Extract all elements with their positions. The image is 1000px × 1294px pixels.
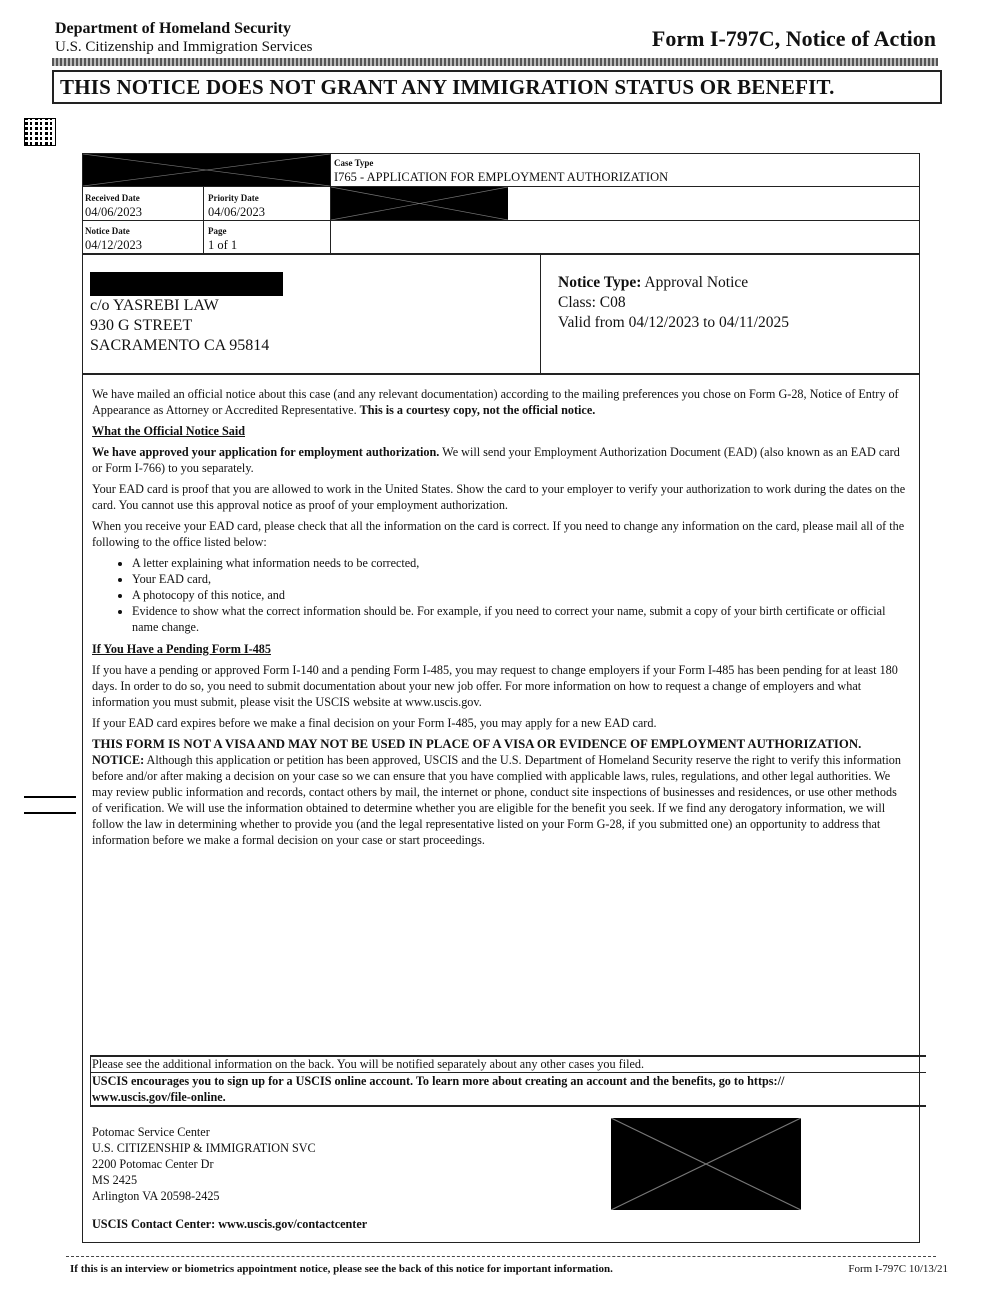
paragraph-notice: NOTICE: Although this application or petition has been approved, USCIS and the U.S. Department of Homeland Security reserve the right to verify this information before and/or after making a decision on your case so we can ensure that you have complied with applicable laws, rules, regulations, and other legal authorities. We may review public information and records, contact others by mail, the internet or phone, conduct site inspections of businesses and residences, or use other methods of verification. We will use the information obtained to determine whether you are eligible for the benefit you seek. If we find any derogatory information, we will follow the law in determining whether to provide you (and the legal representative listed on your Form G-28, if you submitted one) an opportunity to address that information before we make a formal decision on your case or start proceedings. — [92, 753, 901, 847]
priority-date-label: Priority Date — [208, 193, 259, 203]
redacted-beneficiary — [331, 187, 508, 220]
notice-body — [92, 386, 910, 853]
list-item: • Evidence to show what the correct information should be. For example, if you need to correct your name, submit a copy of your birth certificate or official name change. — [132, 603, 910, 635]
priority-date: 04/06/2023 — [208, 205, 265, 219]
cut-line — [66, 1256, 936, 1257]
notice-date-label: Notice Date — [85, 226, 130, 236]
address-line-2: 930 G STREET — [90, 317, 193, 334]
redacted-barcode — [611, 1118, 801, 1210]
heading-official-notice: What the Official Notice Said — [92, 424, 246, 438]
notice-type-block — [558, 273, 789, 333]
page-value: 1 of 1 — [208, 238, 238, 252]
barcode-icon — [24, 118, 56, 146]
address-line-3: SACRAMENTO CA 95814 — [90, 337, 270, 354]
address-line-1: c/o YASREBI LAW — [90, 297, 219, 314]
redacted-applicant-name — [90, 272, 283, 296]
additional-info: Please see the additional information on the back. You will be notified separately about any other cases you filed. — [92, 1057, 645, 1071]
list-item: • A letter explaining what information needs to be corrected, — [132, 555, 910, 571]
received-date: 04/06/2023 — [85, 205, 142, 219]
paragraph-approved: We have approved your application for employment authorization. We will send your Employment Authorization Document (EAD) (also known as an EAD card or Form I-766) to you separately. — [92, 445, 900, 475]
sub-agency-name: U.S. Citizenship and Immigration Services — [55, 39, 313, 55]
notice-date: 04/12/2023 — [85, 238, 142, 252]
mailing-address — [90, 296, 269, 356]
margin-mark — [24, 812, 76, 814]
online-account-note: USCIS encourages you to sign up for a USCIS online account. To learn more about creating an account and the benefits, go to https:// www.uscis.gov/file-online. — [92, 1074, 785, 1104]
status-banner: THIS NOTICE DOES NOT GRANT ANY IMMIGRATION STATUS OR BENEFIT. — [52, 70, 942, 104]
form-revision: Form I-797C 10/13/21 — [848, 1263, 948, 1275]
list-item: • Your EAD card, — [132, 571, 910, 587]
class-line: Class: C08 — [558, 294, 626, 311]
header-stripe — [52, 58, 938, 66]
heading-pending-i485: If You Have a Pending Form I-485 — [92, 642, 271, 656]
agency-name: Department of Homeland Security — [55, 20, 291, 37]
correction-list — [92, 555, 910, 635]
paragraph-change-employers: If you have a pending or approved Form I-140 and a pending Form I-485, you may request to change employers if your Form I-485 has been pending for at least 180 days. In order to do so, you need to submit documentation about your new job offer. For more information on how to request a change of employers and what information you must submit, please visit the USCIS website at www.uscis.gov. — [92, 663, 898, 709]
paragraph-receive-ead: When you receive your EAD card, please check that all the information on the card is correct. If you need to change any information on the card, please mail all of the following to the office listed below: — [92, 519, 905, 549]
bottom-note: If this is an interview or biometrics appointment notice, please see the back of this notice for important information. — [70, 1263, 613, 1275]
notice-type-label: Notice Type: — [558, 274, 642, 291]
contact-center: USCIS Contact Center: www.uscis.gov/contactcenter — [92, 1217, 368, 1231]
paragraph-ead-expires: If your EAD card expires before we make a final decision on your Form I-485, you may apply for a new EAD card. — [92, 716, 657, 730]
redacted-receipt-number — [83, 154, 330, 186]
received-date-label: Received Date — [85, 193, 140, 203]
form-title: Form I-797C, Notice of Action — [651, 26, 936, 51]
paragraph-mailed: We have mailed an official notice about this case (and any relevant documentation) according to the mailing preferences you chose on Form G-28, Notice of Entry of Appearance as Attorney or Accredited Representative. This is a courtesy copy, not the official notice. — [92, 387, 899, 417]
valid-line: Valid from 04/12/2023 to 04/11/2025 — [558, 314, 790, 331]
paragraph-ead-proof: Your EAD card is proof that you are allowed to work in the United States. Show the card to your employer to verify your authorization to work during the dates on the card. You cannot use this approval notice as proof of your employment authorization. — [92, 482, 906, 512]
case-type-value: I765 - APPLICATION FOR EMPLOYMENT AUTHORIZATION — [334, 170, 669, 184]
margin-mark — [24, 796, 76, 798]
notice-type-value: Approval Notice — [644, 274, 749, 291]
list-item: • A photocopy of this notice, and — [132, 587, 910, 603]
visa-warning: THIS FORM IS NOT A VISA AND MAY NOT BE USED IN PLACE OF A VISA OR EVIDENCE OF EMPLOYMENT AUTHORIZATION. — [92, 737, 862, 751]
page-label: Page — [208, 226, 227, 236]
case-type-label: Case Type — [334, 158, 374, 168]
service-center-address: Potomac Service Center U.S. CITIZENSHIP & IMMIGRATION SVC 2200 Potomac Center Dr MS 2425 Arlington VA 20598-2425 — [92, 1125, 316, 1203]
